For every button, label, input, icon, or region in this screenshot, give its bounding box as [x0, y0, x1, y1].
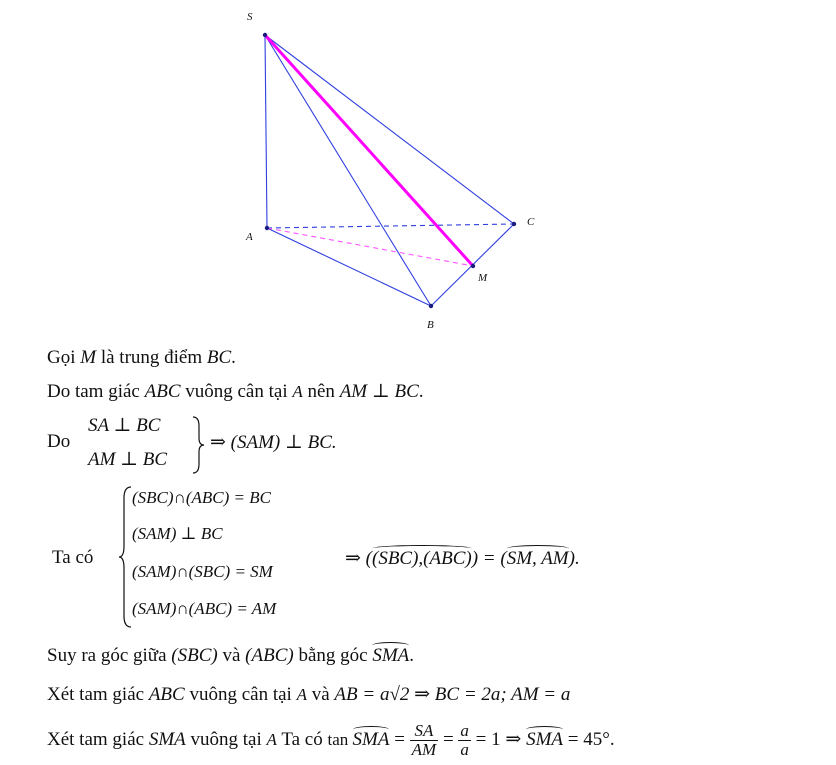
fraction-a-a — [458, 722, 471, 759]
text: Do tam giác — [47, 381, 145, 402]
math: A — [292, 382, 303, 401]
text: Xét tam giác — [47, 728, 149, 750]
segment-SM — [265, 35, 473, 266]
point-B — [429, 304, 433, 308]
text: và — [217, 645, 246, 666]
right-brace — [190, 414, 206, 476]
numerator: a — [460, 721, 469, 740]
text: vuông cân tại — [180, 381, 293, 402]
math: = — [389, 728, 410, 750]
math: AB = a√2 ⇒ BC = 2a; AM = a — [334, 684, 571, 705]
line-midpoint — [47, 347, 236, 369]
math: ). — [568, 548, 580, 569]
do-label: Do — [47, 431, 71, 452]
math: A — [296, 685, 307, 704]
system2-row2: (SAM) ⊥ BC — [132, 524, 223, 543]
label-M: M — [478, 272, 488, 284]
text: vuông tại — [185, 728, 267, 750]
label-B: B — [427, 319, 434, 331]
text: Gọi — [47, 347, 81, 368]
edge-AB — [267, 228, 431, 306]
math: ) = ( — [471, 548, 507, 569]
system1-result: ⇒ (SAM) ⊥ BC. — [210, 432, 337, 453]
point-S — [263, 33, 267, 37]
angle-SMA: SMA — [372, 645, 410, 666]
system2-row1: (SBC)∩(ABC) = BC — [132, 488, 271, 507]
line-triangle-sma — [47, 722, 615, 759]
math: ⇒ ( — [345, 548, 372, 569]
point-M — [471, 264, 475, 268]
math: = 1 ⇒ — [470, 728, 527, 750]
fraction-sa-am — [410, 722, 439, 759]
label-C: C — [527, 216, 535, 228]
math: (ABC) — [245, 645, 294, 666]
math: = 45°. — [563, 728, 615, 750]
edge-AC-hidden — [267, 224, 514, 228]
line-conclusion — [47, 645, 414, 667]
text: là trung điểm — [96, 347, 207, 368]
math: A — [266, 729, 277, 749]
text: . — [418, 381, 424, 402]
point-A — [265, 226, 269, 230]
math: ABC — [144, 381, 181, 402]
system2-result — [345, 547, 580, 570]
text: và — [306, 684, 335, 705]
system2-row4: (SAM)∩(ABC) = AM — [132, 599, 277, 618]
angle-SMA: SMA — [526, 728, 563, 750]
text: Ta có — [276, 728, 328, 750]
math: (SBC) — [171, 645, 218, 666]
angle-lines: SM, AM — [506, 548, 569, 569]
text: Suy ra góc giữa — [47, 645, 172, 666]
math: ABC — [148, 684, 185, 705]
angle-planes: (SBC),(ABC) — [372, 548, 472, 569]
line-triangle-abc — [47, 683, 570, 706]
text: vuông cân tại — [184, 684, 297, 705]
edge-SC — [265, 35, 514, 224]
taco-label: Ta có — [52, 547, 94, 568]
tan-label: tan — [327, 729, 353, 749]
text: Xét tam giác — [47, 684, 149, 705]
denominator: a — [460, 740, 469, 759]
line-isosceles — [47, 380, 424, 403]
text: nên — [302, 381, 340, 402]
denominator: AM — [411, 740, 437, 759]
math: BC — [206, 347, 232, 368]
system2-row3: (SAM)∩(SBC) = SM — [132, 562, 273, 581]
math: M — [80, 347, 97, 368]
text: bằng góc — [293, 645, 373, 666]
math: SMA — [148, 728, 186, 750]
math: = — [438, 728, 459, 750]
text: . — [231, 347, 236, 368]
edge-SA — [265, 35, 267, 228]
text: . — [409, 645, 415, 666]
label-S: S — [247, 11, 253, 23]
pyramid-figure — [0, 0, 836, 340]
math: AM ⊥ BC — [339, 381, 419, 402]
numerator: SA — [410, 722, 439, 741]
system1-row2: AM ⊥ BC — [88, 449, 168, 470]
edge-SB — [265, 35, 431, 306]
angle-SMA: SMA — [352, 728, 390, 750]
system1-row1: SA ⊥ BC — [88, 415, 161, 436]
label-A: A — [246, 231, 253, 243]
point-C — [512, 222, 516, 226]
